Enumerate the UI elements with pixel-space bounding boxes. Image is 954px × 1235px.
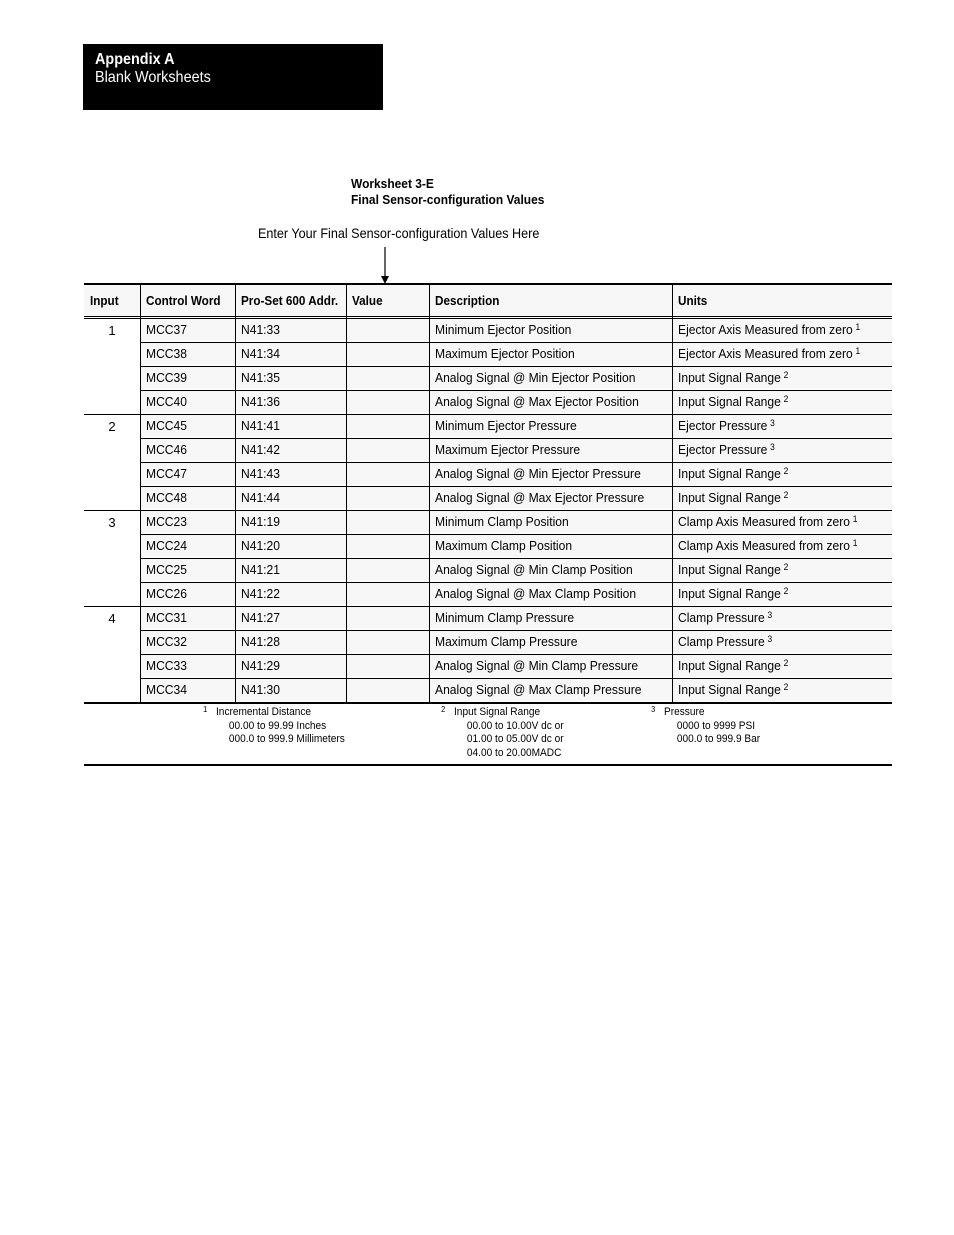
value-field[interactable] (352, 535, 422, 559)
pro-set-address: N41:35 (241, 370, 280, 385)
footnote-title: Input Signal Range (454, 706, 541, 718)
description: Minimum Clamp Position (435, 514, 569, 529)
footnote-ref: 1 (855, 346, 861, 356)
units: Clamp Axis Measured from zero $^1$ (678, 514, 858, 529)
column-header-value: Value (352, 293, 383, 308)
description: Minimum Ejector Pressure (435, 418, 577, 433)
pro-set-address: N41:22 (241, 586, 280, 601)
control-word: MCC24 (146, 538, 187, 553)
value-field[interactable] (352, 343, 422, 367)
control-word: MCC46 (146, 442, 187, 457)
pro-set-address: N41:36 (241, 394, 280, 409)
footnote-line: 04.00 to 20.00MADC (466, 746, 562, 759)
description: Maximum Clamp Position (435, 538, 573, 553)
footnote-2 (441, 705, 564, 760)
description: Analog Signal @ Max Ejector Position (435, 394, 639, 409)
control-word: MCC45 (146, 418, 187, 433)
footnote-ref: 2 (783, 370, 789, 380)
footnote-title: Pressure (664, 706, 705, 718)
description: Maximum Ejector Pressure (435, 442, 581, 457)
units: Clamp Pressure $^3$ (678, 610, 773, 625)
control-word: MCC34 (146, 682, 187, 697)
column-header-description: Description (435, 293, 500, 308)
footnote-ref: 2 (783, 490, 789, 500)
column-rule (140, 285, 141, 702)
header-rule (84, 316, 892, 317)
pro-set-address: N41:42 (241, 442, 280, 457)
control-word: MCC39 (146, 370, 187, 385)
control-word: MCC47 (146, 466, 187, 481)
pro-set-address: N41:30 (241, 682, 280, 697)
footnote-ref: 3 (767, 610, 773, 620)
worksheet-heading (351, 176, 544, 208)
input-number: 1 (108, 323, 116, 338)
pro-set-address: N41:41 (241, 418, 280, 433)
control-word: MCC48 (146, 490, 187, 505)
value-field[interactable] (352, 655, 422, 679)
description: Maximum Ejector Position (435, 346, 575, 361)
control-word: MCC25 (146, 562, 187, 577)
worksheet-title: Final Sensor-configuration Values (351, 192, 545, 207)
footnote-ref: 2 (783, 466, 789, 476)
units: Ejector Axis Measured from zero $^1$ (678, 346, 861, 361)
footnote-3 (651, 705, 761, 747)
control-word: MCC33 (146, 658, 187, 673)
units: Clamp Axis Measured from zero $^1$ (678, 538, 858, 553)
value-field[interactable] (352, 583, 422, 607)
units: Input Signal Range $^2$ (678, 370, 789, 385)
footnote-line: 01.00 to 05.00V dc or (466, 733, 564, 745)
footnote-ref: 1 (852, 538, 858, 548)
worksheet-instruction: Enter Your Final Sensor-configuration Values Here (258, 225, 540, 241)
footnote-ref: 2 (783, 682, 789, 692)
description: Analog Signal @ Min Ejector Pressure (435, 466, 641, 481)
units: Input Signal Range $^2$ (678, 562, 789, 577)
footnote-ref: 1 (852, 514, 858, 524)
control-word: MCC40 (146, 394, 187, 409)
value-field[interactable] (352, 367, 422, 391)
footnote-ref: 2 (783, 658, 789, 668)
units: Ejector Pressure $^3$ (678, 442, 775, 457)
column-header-input: Input (90, 293, 119, 308)
control-word: MCC38 (146, 346, 187, 361)
value-field[interactable] (352, 607, 422, 631)
units: Ejector Axis Measured from zero $^1$ (678, 322, 861, 337)
pro-set-address: N41:33 (241, 322, 280, 337)
pro-set-address: N41:21 (241, 562, 280, 577)
description: Minimum Clamp Pressure (435, 610, 575, 625)
pro-set-address: N41:19 (241, 514, 280, 529)
value-field[interactable] (352, 631, 422, 655)
pro-set-address: N41:43 (241, 466, 280, 481)
units: Input Signal Range $^2$ (678, 658, 789, 673)
value-field[interactable] (352, 439, 422, 463)
column-rule (672, 285, 673, 702)
footnote-mark: 2 (441, 705, 446, 714)
footnote-ref: 3 (770, 442, 775, 452)
control-word: MCC26 (146, 586, 187, 601)
pro-set-address: N41:44 (241, 490, 280, 505)
value-field[interactable] (352, 487, 422, 511)
arrow-down-icon (380, 247, 390, 285)
input-number: 4 (108, 611, 116, 626)
description: Analog Signal @ Min Ejector Position (435, 370, 636, 385)
control-word: MCC23 (146, 514, 187, 529)
column-header-units: Units (678, 293, 708, 308)
value-field[interactable] (352, 679, 422, 703)
description: Minimum Ejector Position (435, 322, 572, 337)
footnote-ref: 3 (767, 634, 773, 644)
footnote-ref: 2 (783, 586, 789, 596)
description: Analog Signal @ Min Clamp Position (435, 562, 633, 577)
value-field[interactable] (352, 391, 422, 415)
footnote-title: Incremental Distance (216, 706, 312, 718)
appendix-subtitle: Blank Worksheets (95, 69, 211, 86)
footnote-line: 00.00 to 99.99 Inches (228, 719, 327, 732)
footnote-line: 0000 to 9999 PSI (676, 719, 756, 732)
table-bottom-rule (84, 764, 892, 766)
column-rule (346, 285, 347, 702)
footnote-line: 000.0 to 999.9 Millimeters (228, 733, 345, 745)
description: Analog Signal @ Max Ejector Pressure (435, 490, 645, 505)
pro-set-address: N41:34 (241, 346, 280, 361)
units: Ejector Pressure $^3$ (678, 418, 775, 433)
pro-set-address: N41:27 (241, 610, 280, 625)
value-field[interactable] (352, 559, 422, 583)
footnote-line: 00.00 to 10.00V dc or (466, 719, 564, 732)
pro-set-address: N41:20 (241, 538, 280, 553)
worksheet-number: Worksheet 3-E (351, 176, 434, 191)
value-field[interactable] (352, 463, 422, 487)
footnote-ref: 2 (783, 394, 789, 404)
description: Analog Signal @ Max Clamp Pressure (435, 682, 642, 697)
units: Input Signal Range $^2$ (678, 490, 789, 505)
units: Input Signal Range $^2$ (678, 394, 789, 409)
control-word: MCC32 (146, 634, 187, 649)
input-number: 2 (108, 419, 116, 434)
appendix-header (83, 44, 383, 110)
description: Analog Signal @ Min Clamp Pressure (435, 658, 639, 673)
footnote-line: 000.0 to 999.9 Bar (676, 733, 761, 745)
footnote-1 (203, 705, 345, 747)
units: Input Signal Range $^2$ (678, 466, 789, 481)
column-rule (235, 285, 236, 702)
appendix-title: Appendix A (95, 51, 175, 68)
column-rule (429, 285, 430, 702)
value-field[interactable] (352, 319, 422, 343)
footnote-mark: 3 (651, 705, 656, 714)
input-number: 3 (108, 515, 116, 530)
value-field[interactable] (352, 415, 422, 439)
footnote-ref: 3 (770, 418, 775, 428)
units: Clamp Pressure $^3$ (678, 634, 773, 649)
footnote-ref: 2 (783, 562, 789, 572)
pro-set-address: N41:28 (241, 634, 280, 649)
footnote-ref: 1 (855, 322, 861, 332)
control-word: MCC31 (146, 610, 187, 625)
units: Input Signal Range $^2$ (678, 682, 789, 697)
value-field[interactable] (352, 511, 422, 535)
pro-set-address: N41:29 (241, 658, 280, 673)
description: Maximum Clamp Pressure (435, 634, 578, 649)
footnote-mark: 1 (203, 705, 208, 714)
description: Analog Signal @ Max Clamp Position (435, 586, 637, 601)
column-header-pro-set-600-addr: Pro-Set 600 Addr. (241, 293, 339, 308)
control-word: MCC37 (146, 322, 187, 337)
units: Input Signal Range $^2$ (678, 586, 789, 601)
column-header-control-word: Control Word (146, 293, 221, 308)
